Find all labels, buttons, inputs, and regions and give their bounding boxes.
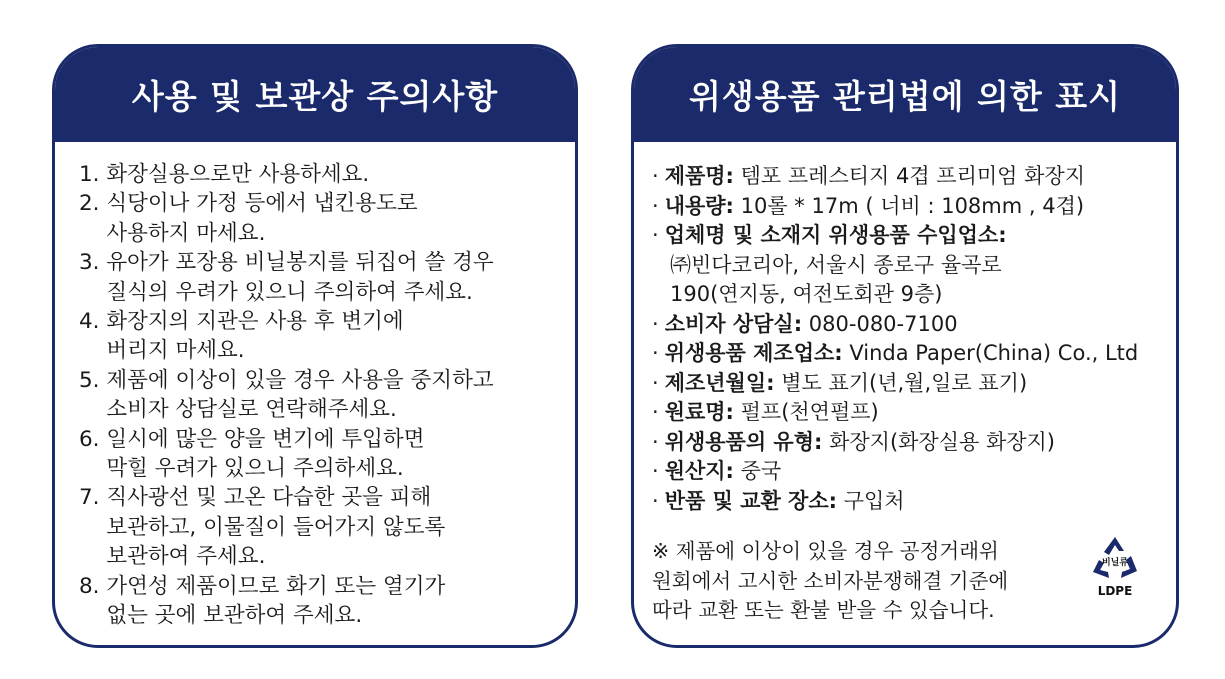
caution-item-number: 7.	[79, 485, 107, 511]
info-value: 중국	[733, 459, 782, 483]
caution-item	[79, 248, 575, 307]
info-label: 내용량:	[664, 193, 734, 218]
caution-item	[79, 483, 575, 571]
labeling-panel	[631, 44, 1179, 648]
info-row	[652, 162, 1176, 192]
recycle-icon	[1091, 534, 1139, 584]
info-row	[652, 398, 1176, 428]
info-label: 업체명 및 소재지 위생용품 수입업소:	[664, 223, 1007, 247]
info-label: 반품 및 교환 장소:	[664, 488, 838, 513]
info-row	[652, 369, 1176, 399]
caution-item-number: 5.	[79, 367, 107, 393]
caution-item	[79, 307, 575, 366]
info-value: 별도 표기(년,월,일로 표기)	[774, 370, 1028, 395]
recycle-mark	[1085, 534, 1145, 598]
caution-item-text: 화장지의 지관은 사용 후 변기에 버리지 마세요.	[106, 309, 404, 364]
caution-item	[79, 189, 575, 248]
info-row	[652, 310, 1176, 340]
bullet: ·	[652, 193, 659, 218]
info-row	[652, 221, 1176, 251]
caution-item	[79, 160, 575, 189]
caution-panel	[52, 44, 578, 648]
info-label: 소비자 상담실:	[664, 311, 803, 336]
recycle-label: LDPE	[1097, 584, 1133, 598]
labeling-title: 위생용품 관리법에 의한 표시	[688, 77, 1121, 116]
info-row	[652, 457, 1176, 487]
info-value: 080-080-7100	[802, 311, 958, 336]
bullet: ·	[652, 370, 659, 395]
caution-list	[55, 142, 575, 631]
info-value: Vinda Paper(China) Co., Ltd	[842, 341, 1139, 365]
info-label: 제품명:	[664, 164, 734, 188]
caution-item-text: 화장실용으로만 사용하세요.	[106, 162, 370, 187]
info-value: 구입처	[837, 488, 905, 513]
bullet: ·	[652, 400, 659, 424]
caution-item-number: 4.	[79, 309, 107, 335]
caution-item-number: 6.	[79, 426, 107, 452]
recycle-inner-text: 비닐류	[1101, 558, 1129, 568]
caution-item-text: 제품에 이상이 있을 경우 사용을 중지하고 소비자 상담실로 연락해주세요.	[106, 367, 494, 423]
notice-text: ※ 제품에 이상이 있을 경우 공정거래위 원회에서 고시한 소비자분쟁해결 기준에 따라 교환 또는 환불 받을 수 있습니다.	[652, 539, 1009, 622]
info-row	[652, 339, 1176, 369]
labeling-info-list	[634, 142, 1176, 516]
info-label: 제조년월일:	[664, 370, 775, 395]
caution-item	[79, 366, 575, 425]
bullet: ·	[652, 459, 659, 483]
caution-item-number: 2.	[79, 191, 107, 217]
info-row	[652, 192, 1176, 222]
bullet: ·	[652, 488, 659, 513]
caution-item-text: 가연성 제품이므로 화기 또는 열기가 없는 곳에 보관하여 주세요.	[106, 573, 446, 629]
info-label: 원산지:	[664, 459, 734, 483]
caution-item-text: 직사광선 및 고온 다습한 곳을 피해 보관하고, 이물질이 들어가지 않도록 보관하여 주세요.	[106, 485, 446, 570]
info-label: 위생용품의 유형:	[664, 429, 823, 454]
labeling-header	[634, 47, 1176, 142]
info-value: 화장지(화장실용 화장지)	[822, 429, 1056, 454]
info-label: 원료명:	[664, 400, 734, 424]
caution-item-number: 8.	[79, 573, 107, 599]
caution-item-text: 유아가 포장용 비닐봉지를 뒤집어 쓸 경우 질식의 우려가 있으니 주의하여 주세요.	[106, 250, 494, 305]
caution-item-text: 식당이나 가정 등에서 냅킨용도로 사용하지 마세요.	[106, 191, 418, 246]
info-row	[652, 487, 1176, 517]
caution-item-number: 3.	[79, 250, 107, 276]
caution-item	[79, 572, 575, 631]
caution-item	[79, 425, 575, 484]
info-value: 템포 프레스티지 4겹 프리미엄 화장지	[733, 164, 1085, 188]
info-label: 위생용품 제조업소:	[664, 341, 843, 365]
caution-item-text: 일시에 많은 양을 변기에 투입하면 막힐 우려가 있으니 주의하세요.	[106, 426, 425, 482]
bullet: ·	[652, 311, 659, 336]
bullet: ·	[652, 223, 659, 247]
info-value: 펄프(천연펄프)	[733, 400, 879, 424]
bullet: ·	[652, 429, 659, 454]
bullet: ·	[652, 164, 659, 188]
info-row	[652, 428, 1176, 458]
caution-title: 사용 및 보관상 주의사항	[131, 77, 499, 116]
info-value: 10롤 * 17m ( 너비 : 108mm , 4겹)	[733, 193, 1085, 218]
bullet: ·	[652, 341, 659, 365]
caution-item-number: 1.	[79, 162, 107, 187]
info-continuation: ㈜빈다코리아, 서울시 종로구 율곡로	[670, 252, 1002, 277]
caution-header	[55, 47, 575, 142]
info-continuation: 190(연지동, 여전도회관 9층)	[670, 282, 943, 306]
